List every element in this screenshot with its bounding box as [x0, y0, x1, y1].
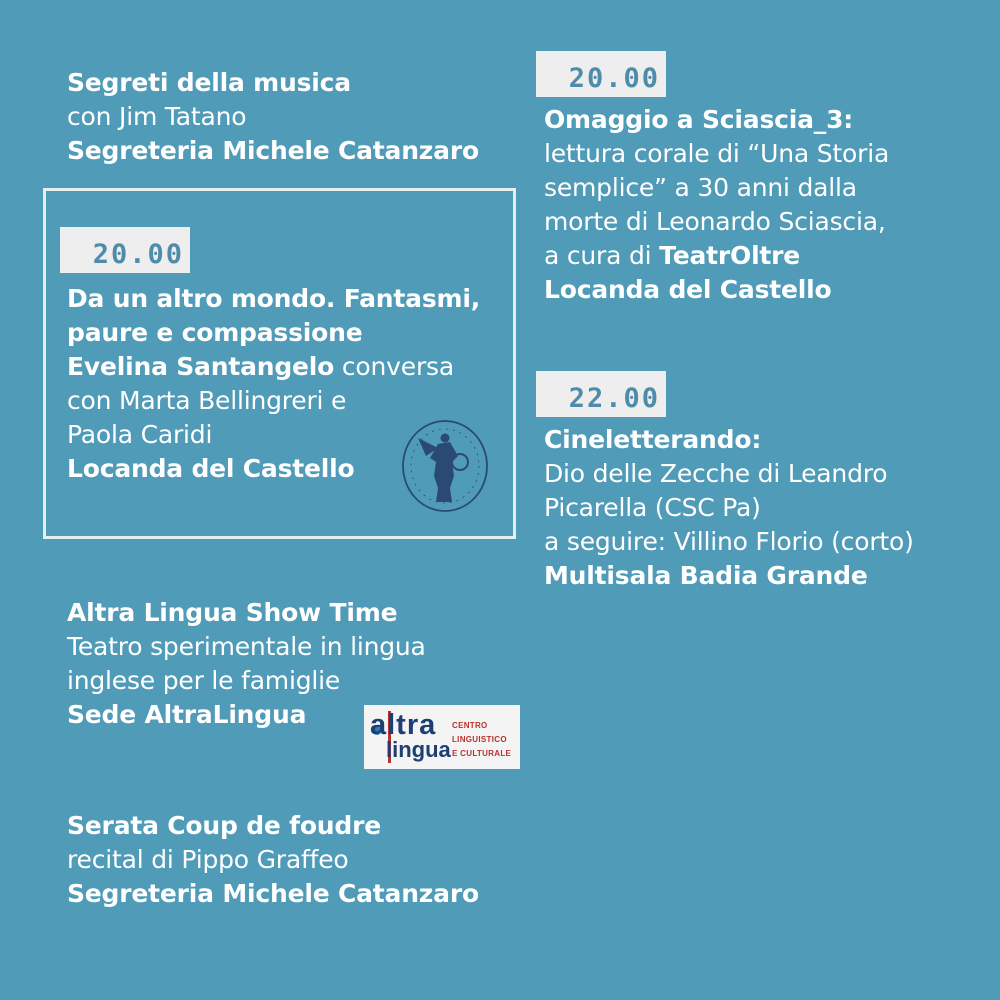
event-venue: Sede AltraLingua	[67, 700, 307, 729]
event-title: Da un altro mondo. Fantasmi,	[67, 284, 481, 313]
event-description: Teatro sperimentale in lingua	[67, 632, 426, 661]
event-description: semplice” a 30 anni dalla	[544, 173, 857, 202]
event-description: recital di Pippo Graffeo	[67, 845, 349, 874]
event-description: lettura corale di “Una Storia	[544, 139, 890, 168]
logo-subtitle: E CULTURALE	[452, 749, 512, 758]
event-description: inglese per le famiglie	[67, 666, 341, 695]
time-badge: 20.00	[60, 227, 190, 273]
event-speaker: Evelina Santangelo	[67, 352, 335, 381]
event-venue: Locanda del Castello	[67, 454, 355, 483]
event-speaker-suffix: conversa	[334, 352, 454, 381]
event-description: Dio delle Zecche di Leandro	[544, 459, 888, 488]
event-description: morte di Leonardo Sciascia,	[544, 207, 886, 236]
logo-word-lingua: lingua	[386, 737, 451, 762]
event-speaker-line	[67, 350, 480, 384]
event-title: Omaggio a Sciascia_3:	[544, 105, 854, 134]
event-description: con Marta Bellingreri e	[67, 386, 347, 415]
event-title-continued: paure e compassione	[67, 318, 363, 347]
event-title: Cineletterando:	[544, 425, 762, 454]
event-coupdefoudre	[67, 809, 479, 911]
logo-subtitle: CENTRO	[452, 721, 488, 730]
logo-word-altra: altra	[370, 709, 437, 741]
event-title: Segreti della musica	[67, 68, 351, 97]
event-description: Paola Caridi	[67, 420, 213, 449]
winged-figure-seal-icon	[400, 418, 490, 514]
event-venue: Multisala Badia Grande	[544, 561, 868, 590]
logo-subtitle: LINGUISTICO	[452, 735, 507, 744]
time-badge: 20.00	[536, 51, 666, 97]
event-curator-prefix: a cura di	[544, 241, 660, 270]
event-cineletterando	[544, 423, 914, 593]
event-segreti	[67, 66, 479, 168]
event-description: a seguire: Villino Florio (corto)	[544, 527, 914, 556]
altralingua-logo	[364, 705, 520, 769]
event-description: con Jim Tatano	[67, 102, 247, 131]
event-title: Serata Coup de foudre	[67, 811, 381, 840]
event-venue: Segreteria Michele Catanzaro	[67, 136, 479, 165]
event-title: Altra Lingua Show Time	[67, 598, 398, 627]
event-venue: Locanda del Castello	[544, 275, 832, 304]
event-sciascia	[544, 103, 889, 307]
event-curator: TeatrOltre	[659, 241, 801, 270]
event-curator-line	[544, 239, 889, 273]
event-venue: Segreteria Michele Catanzaro	[67, 879, 479, 908]
time-badge: 22.00	[536, 371, 666, 417]
event-description: Picarella (CSC Pa)	[544, 493, 761, 522]
